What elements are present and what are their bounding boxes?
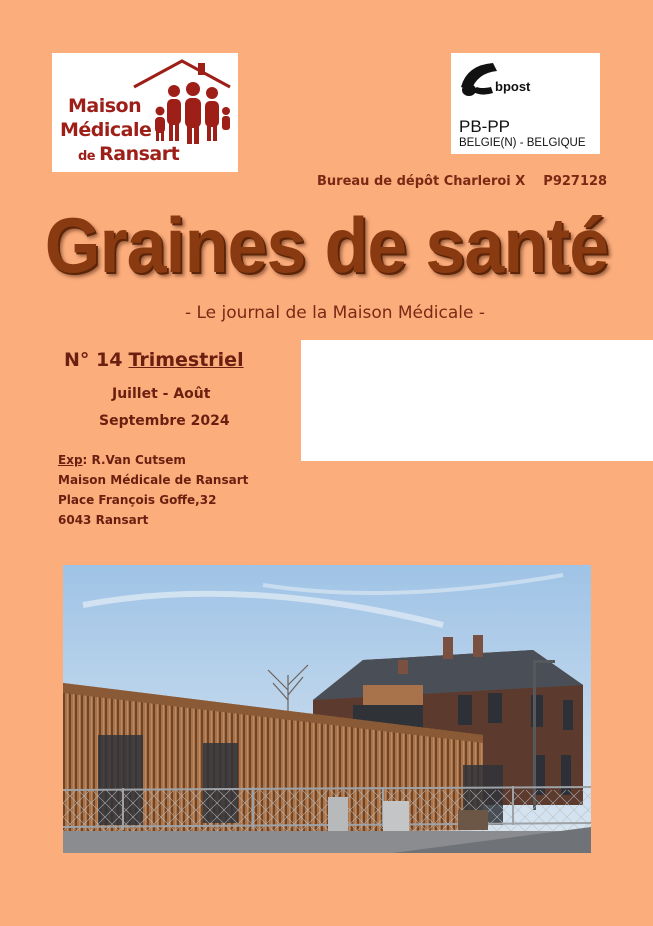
recipient-address-box: [301, 340, 653, 461]
magazine-subtitle: - Le journal de la Maison Médicale -: [184, 303, 486, 323]
depot-office: [317, 174, 607, 189]
sender-org: Maison Médicale de Ransart: [58, 473, 249, 487]
pbpp-label: PB-PP: [459, 117, 511, 136]
issue-months: Juillet - Août: [112, 386, 211, 402]
building-photo: [63, 565, 591, 853]
logo-text-de: de: [78, 149, 96, 164]
depot-code: P927128: [543, 174, 608, 189]
postage-indicia: [451, 53, 600, 154]
depot-office-name: Bureau de dépôt Charleroi X: [317, 174, 526, 189]
sender-city: 6043 Ransart: [58, 513, 149, 527]
maison-medicale-logo: [52, 53, 238, 172]
magazine-title: Graines de santé: [44, 201, 609, 289]
sender-label: Exp: [58, 453, 83, 467]
issue-number: [64, 349, 244, 371]
logo-text-maison: Maison: [68, 95, 142, 117]
logo-text-city: Ransart: [99, 143, 180, 165]
issue-number-text: N° 14: [64, 349, 123, 371]
logo-text-ransart: [78, 143, 179, 165]
sender-street: Place François Goffe,32: [58, 493, 217, 507]
issue-period: Septembre 2024: [99, 413, 230, 429]
sender-block: [58, 450, 248, 530]
sender-name: : R.Van Cutsem: [82, 453, 186, 467]
building-illustration: [63, 565, 591, 853]
postage-country: BELGIE(N) - BELGIQUE: [459, 137, 586, 149]
sender-line: [58, 450, 248, 470]
bpost-brand: bpost: [495, 79, 531, 94]
logo-text-medicale: Médicale: [60, 119, 152, 141]
issue-frequency: Trimestriel: [128, 349, 244, 371]
